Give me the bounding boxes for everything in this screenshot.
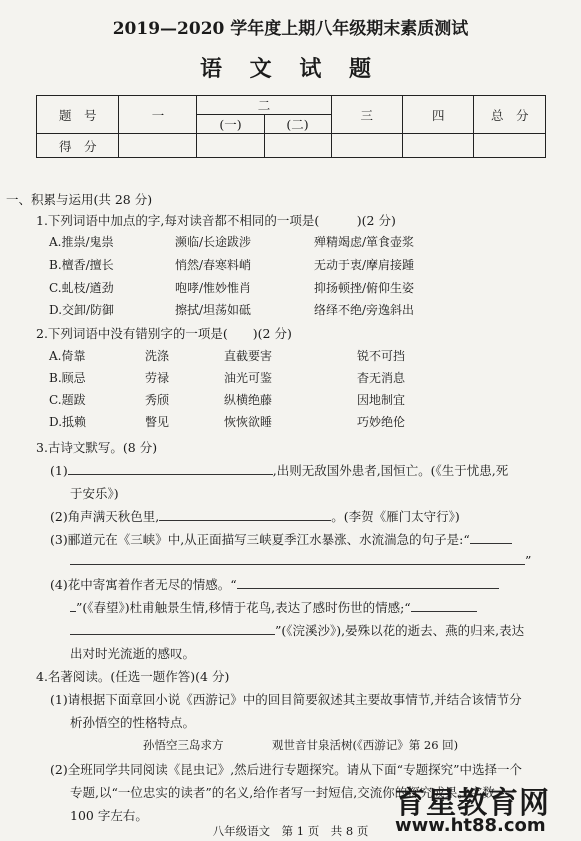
q3-part4-text3: ”(《浣溪沙》),晏殊以花的逝去、燕的归来,表达 [275, 623, 525, 638]
q2-option-a-2: 洗涤 [145, 349, 170, 363]
q1-option-c: C.虬枝/遒劲 [49, 281, 114, 295]
q2-option-d-2: 瞥见 [145, 415, 170, 429]
q1-option-a-3: 殚精竭虑/箪食壶浆 [314, 235, 415, 249]
q4-option-2-cont: 专题,以“一位忠实的读者”的名义,给作者写一封短信,交流你的探究成果。字数 [70, 785, 495, 800]
q3-blank-4c[interactable] [411, 599, 477, 612]
q3-blank-4d[interactable] [70, 622, 275, 635]
q1-option-a-2: 濒临/长途跋涉 [175, 235, 252, 249]
page-footer: 八年级语文 第 1 页 共 8 页 [212, 824, 369, 838]
q1-option-d: D.交卸/防御 [49, 303, 115, 317]
q2-option-c-4: 因地制宜 [357, 393, 406, 407]
q2-option-d-4: 巧妙绝伦 [357, 415, 406, 429]
q2-option-c: C.题跋 [49, 393, 86, 407]
q4-chapter-left: 孙悟空三岛求方 [143, 738, 224, 752]
watermark-logo: 育星教育网 [395, 786, 550, 821]
q4-chapter-right: 观世音甘泉活树(《西游记》第 26 回) [272, 738, 459, 752]
score-cell-4[interactable] [403, 134, 474, 158]
q4-option-2-cont2: 100 字左右。 [70, 808, 148, 823]
q2-option-a-4: 锐不可挡 [357, 349, 406, 363]
q2-option-c-3: 纵横绝藤 [224, 393, 273, 407]
q3-part4 [50, 575, 499, 593]
q3-blank-2[interactable] [159, 508, 331, 521]
score-cell-3[interactable] [331, 134, 402, 158]
q3-part2 [50, 507, 460, 525]
q2-option-b: B.顾忌 [49, 371, 86, 385]
score-header-part3: 三 [331, 96, 402, 134]
q3-blank-4a[interactable] [237, 576, 499, 589]
score-cell-total[interactable] [474, 134, 546, 158]
q3-stem: 3.古诗文默写。(8 分) [36, 440, 158, 455]
q4-option-1-cont: 析孙悟空的性格特点。 [70, 715, 196, 730]
score-cell-2b[interactable] [264, 134, 331, 158]
score-header-total: 总 分 [474, 96, 546, 134]
q2-option-b-2: 劳禄 [145, 371, 170, 385]
q2-option-b-3: 油光可鉴 [224, 371, 273, 385]
q3-part1-text: ,出则无敌国外患者,国恒亡。(《生于忧患,死 [272, 463, 509, 478]
score-header-part1: 一 [119, 96, 197, 134]
q3-part4-line2 [70, 598, 477, 616]
q2-option-a-3: 直截要害 [224, 349, 273, 363]
q1-option-a: A.推祟/鬼祟 [49, 235, 114, 249]
q2-option-a: A.倚靠 [49, 349, 86, 363]
q3-part1 [50, 461, 508, 479]
q2-option-b-4: 杳无消息 [357, 371, 406, 385]
q3-part4-text2: ”(《春望》)杜甫触景生情,移情于花鸟,表达了感时伤世的情感;“ [76, 600, 411, 615]
q2-option-c-2: 秀颀 [145, 393, 170, 407]
watermark-url: www.ht88.com [395, 815, 546, 836]
q1-option-b: B.檀香/擅长 [49, 258, 114, 272]
q1-option-d-2: 擦拭/坦荡如砥 [175, 303, 252, 317]
score-table [36, 95, 546, 158]
q1-option-b-2: 悄然/春寒料峭 [175, 258, 252, 272]
q1-option-c-3: 抑扬顿挫/俯仰生姿 [314, 281, 415, 295]
score-cell-1[interactable] [119, 134, 197, 158]
score-row-label: 得 分 [37, 134, 119, 158]
q2-option-d: D.抵赖 [49, 415, 87, 429]
q1-option-c-2: 咆哮/惟妙惟肖 [175, 281, 252, 295]
exam-title: 2019—2020 学年度上期八年级期末素质测试 [112, 19, 469, 39]
q3-blank-3a[interactable] [470, 531, 512, 544]
q4-option-1: (1)请根据下面章回小说《西游记》中的回目简要叙述其主要故事情节,并结合该情节分 [50, 692, 522, 707]
q3-part2-text: 。(李贺《雁门太守行》) [331, 509, 460, 524]
q4-stem: 4.名著阅读。(任选一题作答)(4 分) [36, 669, 230, 684]
q3-part1-prefix: (1) [50, 463, 68, 478]
q3-part3-cont [70, 552, 531, 568]
score-header-part2: 二 [197, 96, 331, 115]
score-subheader-1: (一) [197, 115, 264, 134]
q3-blank-3b[interactable] [70, 552, 525, 565]
q1-stem: 1.下列词语中加点的字,每对读音都不相同的一项是( )(2 分) [36, 213, 396, 228]
score-subheader-2: (二) [264, 115, 331, 134]
q1-option-b-3: 无动于衷/摩肩接踵 [314, 258, 415, 272]
q3-part4-line3 [70, 621, 524, 639]
q4-option-2: (2)全班同学共同阅读《昆虫记》,然后进行专题探究。请从下面“专题探究”中选择一个 [50, 762, 522, 777]
q3-part4-text: (4)花中寄寓着作者无尽的情感。“ [50, 577, 237, 592]
q3-blank-1[interactable] [68, 462, 273, 475]
q1-option-d-3: 络绎不绝/旁逸斜出 [314, 303, 415, 317]
q2-stem: 2.下列词语中没有错别字的一项是( )(2 分) [36, 326, 292, 341]
exam-subtitle: 语 文 试 题 [200, 56, 381, 82]
score-cell-2a[interactable] [197, 134, 264, 158]
section-heading: 一、积累与运用(共 28 分) [6, 192, 153, 207]
q3-part3-text: (3)郦道元在《三峡》中,从正面描写三峡夏季江水暴涨、水流湍急的句子是:“ [50, 532, 470, 547]
q3-part2-prefix: (2)角声满天秋色里, [50, 509, 160, 524]
q3-part3-close: ” [525, 553, 532, 568]
q3-part1-cont: 于安乐》) [70, 486, 119, 501]
q3-part3 [50, 530, 512, 548]
q2-option-d-3: 恢恢欲睡 [224, 415, 273, 429]
score-header-number: 题 号 [37, 96, 119, 134]
q3-part4-line4: 出对时光流逝的感叹。 [70, 646, 196, 661]
score-header-part4: 四 [403, 96, 474, 134]
